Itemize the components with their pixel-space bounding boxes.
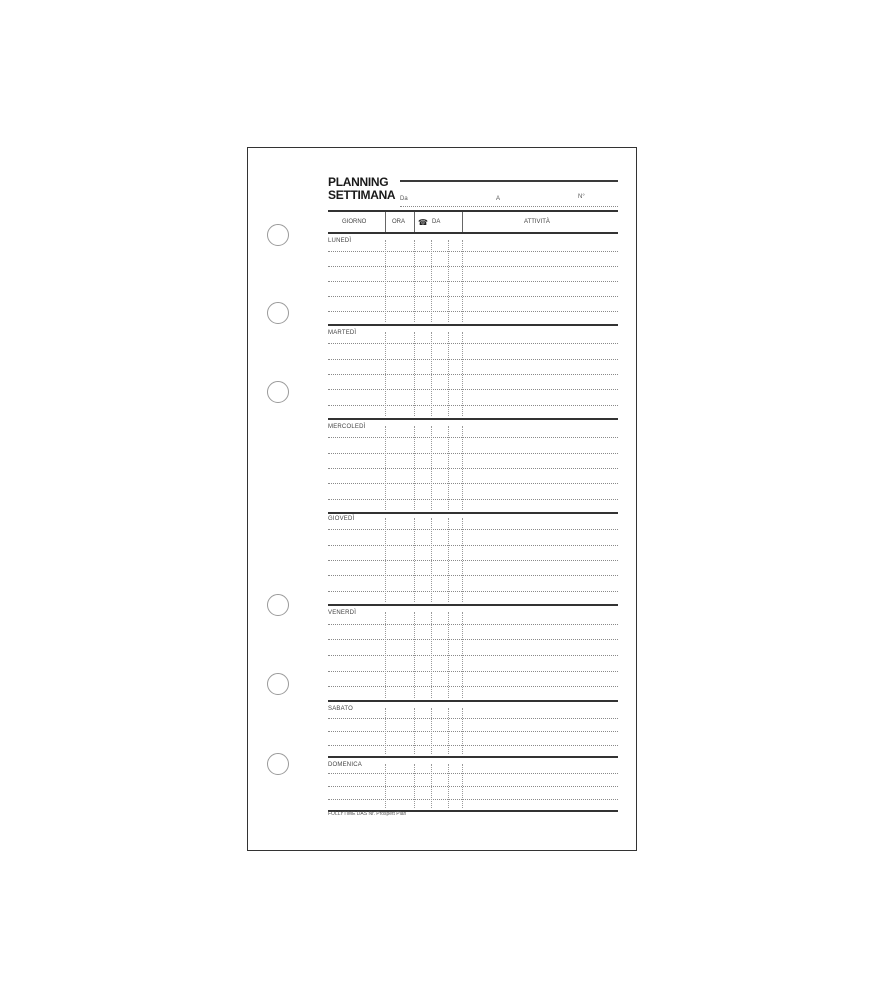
day-divider <box>328 604 618 606</box>
number-label: N° <box>578 194 585 200</box>
writing-line <box>328 266 618 267</box>
column-guide <box>414 332 415 416</box>
column-guide <box>448 240 449 322</box>
column-guide <box>431 332 432 416</box>
writing-line <box>328 545 618 546</box>
binder-hole <box>267 673 289 695</box>
writing-line <box>328 359 618 360</box>
col-separator <box>414 212 415 232</box>
column-guide <box>462 426 463 510</box>
column-guide <box>431 612 432 698</box>
to-label: A <box>496 196 501 202</box>
column-guide <box>385 240 386 322</box>
binder-hole <box>267 753 289 775</box>
from-field-line <box>400 206 618 207</box>
column-guide <box>414 240 415 322</box>
column-guide <box>385 518 386 602</box>
column-guide <box>462 612 463 698</box>
column-guide <box>385 708 386 754</box>
writing-line <box>328 686 618 687</box>
column-guide <box>462 708 463 754</box>
column-guide <box>385 612 386 698</box>
column-guide <box>448 332 449 416</box>
writing-line <box>328 311 618 312</box>
writing-line <box>328 655 618 656</box>
column-guide <box>431 518 432 602</box>
column-guide <box>414 518 415 602</box>
day-divider <box>328 418 618 420</box>
day-divider <box>328 700 618 702</box>
day-section <box>328 422 618 514</box>
writing-line <box>328 343 618 344</box>
header-top-rule <box>400 180 618 182</box>
writing-line <box>328 499 618 500</box>
column-guide <box>448 518 449 602</box>
column-guide <box>448 764 449 808</box>
from-label: Da <box>400 196 408 202</box>
writing-line <box>328 468 618 469</box>
column-guide <box>448 612 449 698</box>
writing-line <box>328 773 618 774</box>
column-guide <box>385 764 386 808</box>
day-divider <box>328 756 618 758</box>
day-label: VENERDÌ <box>328 610 357 616</box>
writing-line <box>328 483 618 484</box>
day-label: DOMENICA <box>328 762 362 768</box>
writing-line <box>328 624 618 625</box>
writing-line <box>328 405 618 406</box>
day-label: GIOVEDÌ <box>328 516 355 522</box>
day-label: MARTEDÌ <box>328 330 357 336</box>
planner-sheet <box>247 147 637 851</box>
writing-line <box>328 575 618 576</box>
header-fields <box>400 180 618 208</box>
column-guide <box>462 240 463 322</box>
writing-line <box>328 745 618 746</box>
writing-line <box>328 718 618 719</box>
column-guide <box>448 708 449 754</box>
writing-line <box>328 437 618 438</box>
column-guide <box>431 240 432 322</box>
day-section <box>328 328 618 420</box>
col-separator <box>462 212 463 232</box>
column-guide <box>462 518 463 602</box>
title-line-2: SETTIMANA <box>328 188 396 202</box>
writing-line <box>328 671 618 672</box>
title-line-1: PLANNING <box>328 175 389 189</box>
column-guide <box>414 764 415 808</box>
column-guide <box>385 426 386 510</box>
column-guide <box>414 612 415 698</box>
column-guide <box>414 708 415 754</box>
col-head-day: GIORNO <box>342 219 367 225</box>
column-guide <box>462 332 463 416</box>
footer-note: FOLLYTIME DAS Nr. Prospett Plan <box>328 811 407 817</box>
day-label: MERCOLEDÌ <box>328 424 366 430</box>
writing-line <box>328 453 618 454</box>
writing-line <box>328 731 618 732</box>
writing-line <box>328 639 618 640</box>
writing-line <box>328 591 618 592</box>
column-guide <box>385 332 386 416</box>
day-section <box>328 704 618 758</box>
phone-icon: ☎ <box>418 217 428 227</box>
writing-line <box>328 374 618 375</box>
day-section <box>328 608 618 702</box>
col-head-activity: ATTIVITÀ <box>524 219 550 225</box>
page-title <box>328 176 398 202</box>
writing-line <box>328 296 618 297</box>
columns-bottom-rule <box>328 232 618 234</box>
day-section <box>328 760 618 812</box>
writing-line <box>328 389 618 390</box>
writing-line <box>328 529 618 530</box>
binder-hole <box>267 302 289 324</box>
day-divider <box>328 324 618 326</box>
writing-line <box>328 251 618 252</box>
column-guide <box>431 426 432 510</box>
col-head-from: DA <box>432 219 441 225</box>
writing-line <box>328 560 618 561</box>
day-section <box>328 236 618 326</box>
writing-line <box>328 281 618 282</box>
column-guide <box>448 426 449 510</box>
writing-line <box>328 786 618 787</box>
writing-line <box>328 799 618 800</box>
day-section <box>328 514 618 606</box>
column-guide <box>431 708 432 754</box>
columns-top-rule <box>328 210 618 212</box>
binder-hole <box>267 594 289 616</box>
binder-hole <box>267 224 289 246</box>
day-label: LUNEDÌ <box>328 238 352 244</box>
column-guide <box>431 764 432 808</box>
col-head-time: ORA <box>392 219 406 225</box>
column-guide <box>462 764 463 808</box>
column-guide <box>414 426 415 510</box>
binder-hole <box>267 381 289 403</box>
day-label: SABATO <box>328 706 353 712</box>
col-separator <box>385 212 386 232</box>
